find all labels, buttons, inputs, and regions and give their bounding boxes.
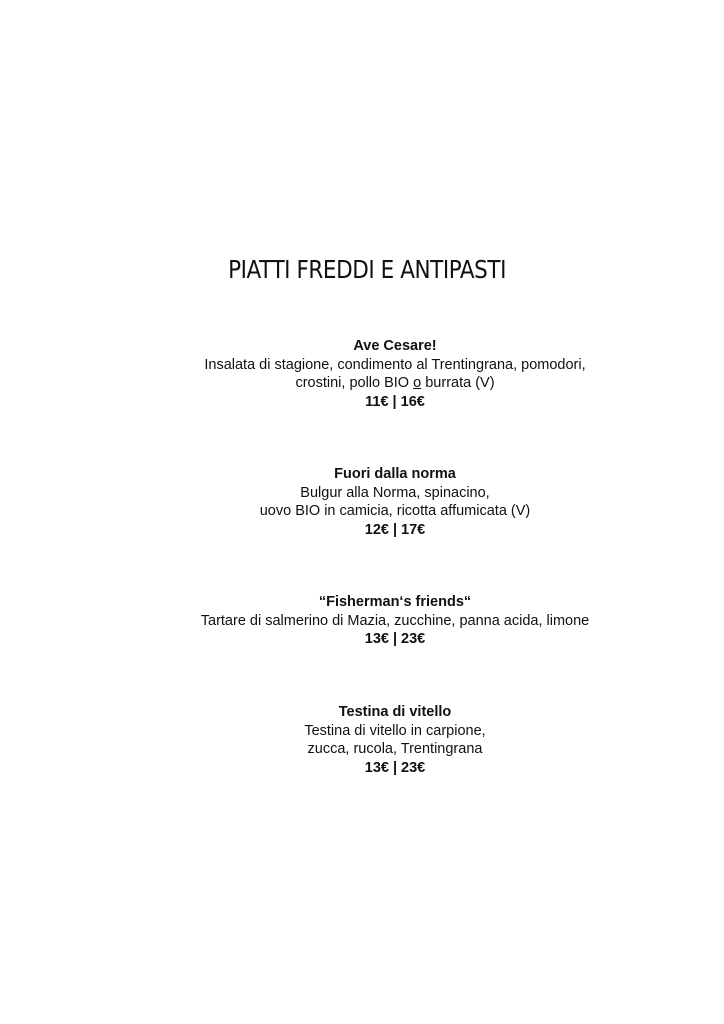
dish-description-part: burrata (V) xyxy=(421,375,495,391)
dish-name: Ave Cesare! xyxy=(353,338,437,354)
dish-description-line: uovo BIO in camicia, ricotta affumicata (V) xyxy=(259,503,531,519)
dish-name: Testina di vitello xyxy=(338,704,452,720)
dish-description-line: Testina di vitello in carpione, xyxy=(304,722,486,739)
dish-price: 11€ | 16€ xyxy=(365,393,425,410)
dish-name: Fuori dalla norma xyxy=(334,466,456,482)
dish-description-line: zucca, rucola, Trentingrana xyxy=(307,741,483,757)
dish-description-line xyxy=(0,374,724,393)
dish-description-line: Tartare di salmerino di Mazia, zucchine, panna acida, limone xyxy=(200,612,590,629)
dish-description-line: Insalata di stagione, condimento al Trentingrana, pomodori, xyxy=(204,356,586,373)
dish-fuori-dalla-norma xyxy=(0,465,724,539)
dish-price: 12€ | 17€ xyxy=(364,521,426,538)
dish-description-part: crostini, pollo BIO xyxy=(295,375,414,391)
dish-price: 13€ | 23€ xyxy=(364,759,426,776)
dish-description-line: Bulgur alla Norma, spinacino, xyxy=(300,484,490,501)
dish-testina-di-vitello xyxy=(0,703,724,777)
dish-fishermans-friends xyxy=(0,593,724,649)
dish-description-or: o xyxy=(413,375,422,391)
dish-price: 13€ | 23€ xyxy=(364,631,426,647)
menu-section-title: PIATTI FREDDI E ANTIPASTI xyxy=(228,255,507,284)
dish-name: “Fisherman‘s friends“ xyxy=(318,594,472,610)
dish-ave-cesare xyxy=(0,337,724,411)
